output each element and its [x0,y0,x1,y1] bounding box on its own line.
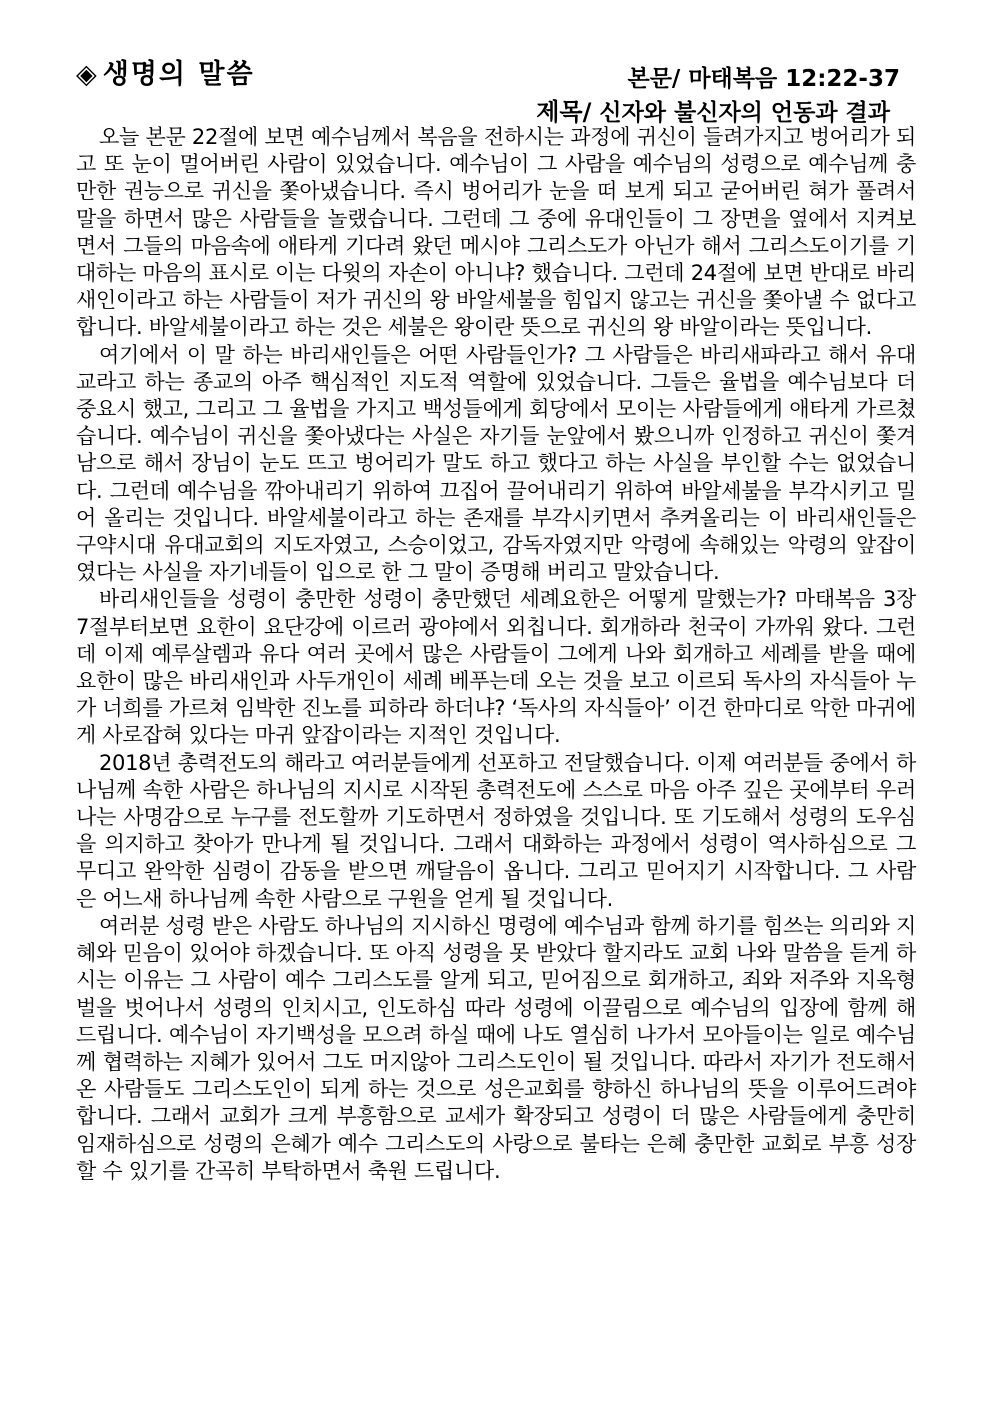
paragraph: 오늘 본문 22절에 보면 예수님께서 복음을 전하시는 과정에 귀신이 들려가지고 벙어리가 되고 또 눈이 멀어버린 사람이 있었습니다. 예수님이 그 사람을 예수님의 성령으로 예수님께 충만한 권능으로 귀신을 쫓아냈습니다. 즉시 벙어리가 눈을 떠 보게 되고 굳어버린 혀가 풀려서 말을 하면서 많은 사람들을 놀랬습니다. 그런데 그 중에 유대인들이 그 장면을 옆에서 지켜보면서 그들의 마음속에 애타게 기다려 왔던 메시야 그리스도가 아닌가 해서 그리스도이기를 기대하는 마음의 표시로 이는 다윗의 자손이 아니냐? 했습니다. 그런데 24절에 보면 반대로 바리새인이라고 하는 사람들이 저가 귀신의 왕 바알세불을 힘입지 않고는 귀신을 쫓아낼 수 없다고 합니다. 바알세불이라고 하는 것은 세불은 왕이란 뜻으로 귀신의 왕 바알이라는 뜻입니다. [76,125,916,340]
sermon-body [76,124,916,1185]
sermon-title [536,92,890,127]
paragraph: 여기에서 이 말 하는 바리새인들은 어떤 사람들인가? 그 사람들은 바리새파라고 해서 유대교라고 하는 종교의 아주 핵심적인 지도적 역할에 있었습니다. 그들은 율법을 예수님보다 더 중요시 했고, 그리고 그 율법을 가지고 백성들에게 회당에서 모이는 사람들에게 애타게 가르쳤습니다. 예수님이 귀신을 쫓아냈다는 사실은 자기들 눈앞에서 봤으니까 인정하고 귀신이 쫓겨남으로 해서 장님이 눈도 뜨고 벙어리가 말도 하고 했다고 하는 사실을 부인할 수는 없었습니다. 그런데 예수님을 깎아내리기 위하여 끄집어 끌어내리기 위하여 바알세불을 부각시키고 밀어 올리는 것입니다. 바알세불이라고 하는 존재를 부각시키면서 추켜올리는 이 바리새인들은 구약시대 유대교회의 지도자였고, 스승이었고, 감독자였지만 악령에 속해있는 악령의 앞잡이였다는 사실을 자기네들이 입으로 한 그 말이 증명해 버리고 말았습니다. [76,342,916,585]
section-heading [76,52,255,91]
title-text: 신자와 불신자의 언동과 결과 [599,100,890,126]
paragraph: 2018년 총력전도의 해라고 여러분들에게 선포하고 전달했습니다. 이제 여러분들 중에서 하나님께 속한 사람은 하나님의 지시로 시작된 총력전도에 스스로 마음 아주 깊은 곳에부터 우러나는 사명감으로 누구를 전도할까 기도하면서 정하였을 것입니다. 또 기도해서 성령의 도우심을 의지하고 찾아가 만나게 될 것입니다. 그래서 대화하는 과정에서 성령이 역사하심으로 그 무디고 완악한 심령이 감동을 받으면 깨달음이 옵니다. 그리고 믿어지기 시작합니다. 그 사람은 어느새 하나님께 속한 사람으로 구원을 얻게 될 것입니다. [76,750,916,911]
diamond-bullet-icon: ◈ [76,59,99,90]
paragraph: 바리새인들을 성령이 충만한 성령이 충만했던 세례요한은 어떻게 말했는가? 마태복음 3장 7절부터보면 요한이 요단강에 이르러 광야에서 외칩니다. 회개하라 천국이 가까워 왔다. 그런데 이제 예루살렘과 유다 여러 곳에서 많은 사람들이 그에게 나와 회개하고 세례를 받을 때에 요한이 많은 바리새인과 사두개인이 세례 베푸는데 오는 것을 보고 이르되 독사의 자식들아 누가 너희를 가르쳐 임박한 진노를 피하라 하더냐? ‘독사의 자식들아’ 이건 한마디로 악한 마귀에게 사로잡혀 있다는 마귀 앞잡이라는 지적인 것입니다. [76,587,916,748]
bulletin-page [76,52,916,1183]
paragraph: 여러분 성령 받은 사람도 하나님의 지시하신 명령에 예수님과 함께 하기를 힘쓰는 의리와 지혜와 믿음이 있어야 하겠습니다. 또 아직 성령을 못 받았다 할지라도 교회 나와 말씀을 듣게 하시는 이유는 그 사람이 예수 그리스도를 알게 되고, 믿어짐으로 회개하고, 죄와 저주와 지옥형벌을 벗어나서 성령의 인치시고, 인도하심 따라 성령에 이끌림으로 예수님의 입장에 함께 해 드립니다. 예수님이 자기백성을 모으려 하실 때에 나도 열심히 나가서 모아들이는 일로 예수님께 협력하는 지혜가 있어서 그도 머지않아 그리스도인이 될 것입니다. 따라서 자기가 전도해서 온 사람들도 그리스도인이 되게 하는 것으로 성은교회를 향하신 하나님의 뜻을 이루어드려야 합니다. 그래서 교회가 크게 부흥함으로 교세가 확장되고 성령이 더 많은 사람들에게 충만히 임재하심으로 성령의 은혜가 예수 그리스도의 사랑으로 불타는 은혜 충만한 교회로 부흥 성장할 수 있기를 간곡히 부탁하면서 축원 드립니다. [76,913,916,1183]
scripture-reference: 본문/ 마태복음 12:22-37 [627,66,900,92]
sermon-header [76,52,916,124]
heading-text: 생명의 말씀 [102,59,255,90]
title-label: 제목/ [536,98,592,126]
